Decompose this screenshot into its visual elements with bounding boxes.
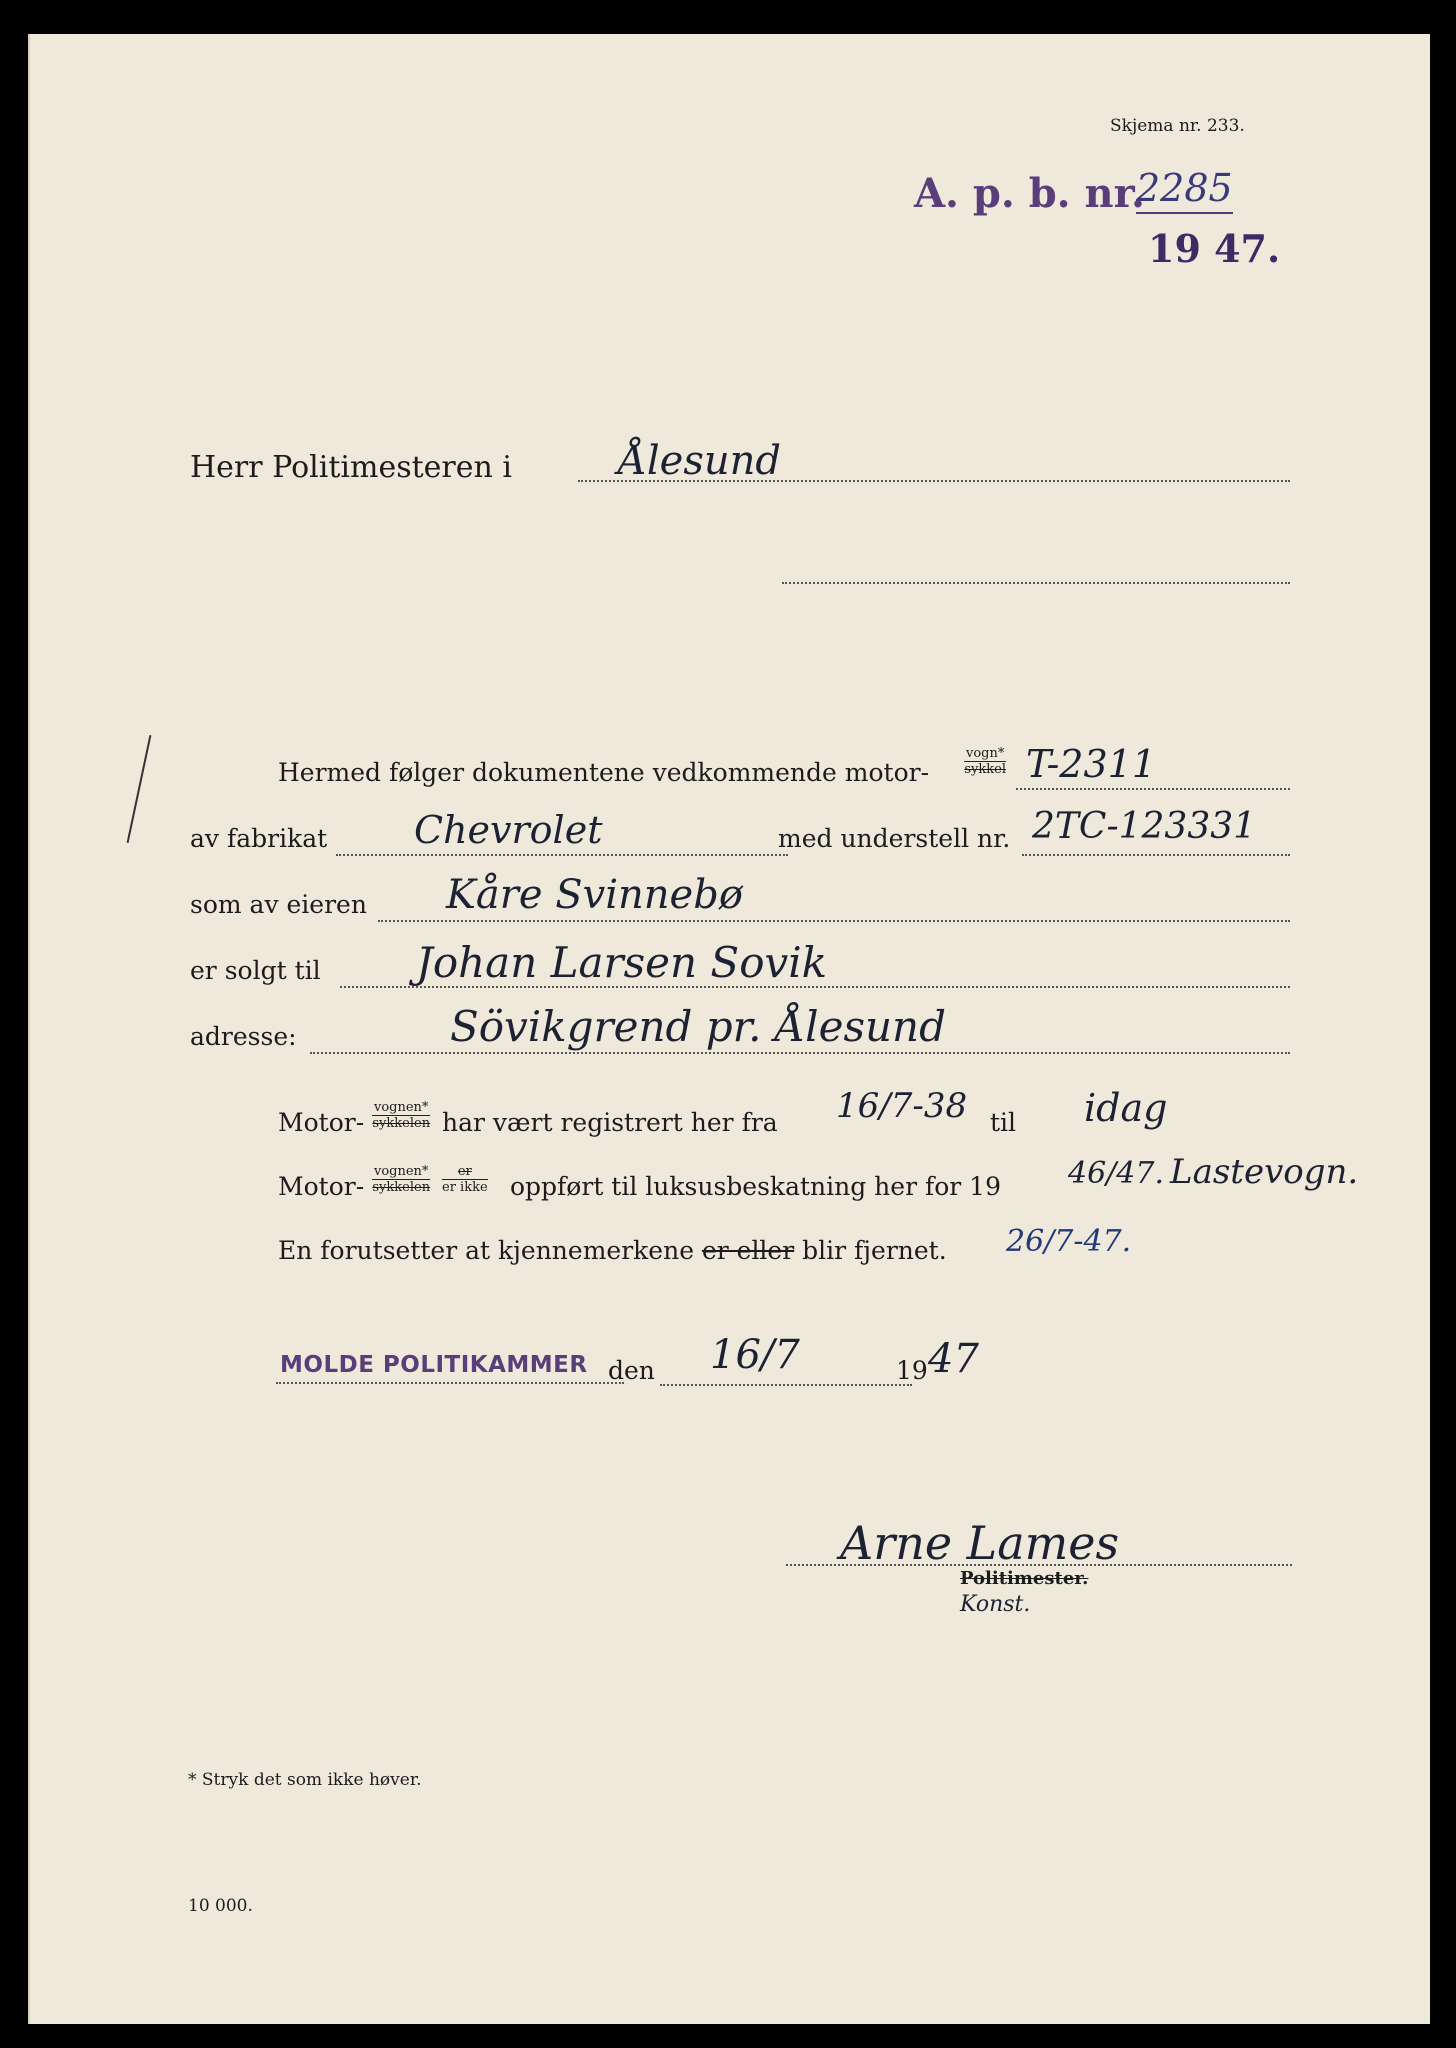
vognen-fraction: vognen* sykkelen [372,1100,431,1131]
signature-title-hand: Konst. [960,1592,1031,1617]
fabrikat-value: Chevrolet [414,808,603,852]
luksus-year: 46/47. [1068,1156,1164,1191]
registrert-text: har vært registrert her fra [442,1108,778,1137]
understell-label: med understell nr. [778,824,1011,853]
kjenne-after: blir fjernet. [802,1236,947,1265]
vognen-fraction-2: vognen* sykkelen [372,1164,431,1195]
vogn-fraction: vogn* sykkel [964,746,1006,777]
addressee-city: Ålesund [618,438,782,484]
registrert-to: idag [1084,1086,1168,1130]
intro-text: Hermed følger dokumentene vedkommende motor- [278,758,930,787]
solgt-label: er solgt til [190,956,321,985]
document-page [28,34,1430,2024]
year-suffix: 47 [928,1336,979,1382]
form-number: Skjema nr. 233. [1110,116,1245,136]
eier-label: som av eieren [190,890,367,919]
kjenne-date: 26/7-47. [1006,1224,1132,1259]
reg-number: T-2311 [1026,742,1156,786]
apb-year: 19 47. [1148,226,1281,271]
til-label: til [990,1108,1017,1137]
margin-mark [127,735,152,843]
understell-line [1022,854,1290,856]
fabrikat-label: av fabrikat [190,824,328,853]
police-stamp: MOLDE POLITIKAMMER [280,1352,588,1378]
stamp-line [276,1382,624,1384]
er-fraction: er er ikke [442,1164,488,1195]
footnote: * Stryk det som ikke høver. [188,1770,422,1790]
apb-number: 2285 [1136,166,1233,214]
eier-value: Kåre Svinnebø [446,872,743,918]
apb-stamp [914,170,1145,217]
kjenne-struck: er eller [701,1236,795,1265]
date-value: 16/7 [710,1332,800,1378]
kjenne-before: En forutsetter at kjennemerkene [278,1236,694,1265]
addressee-label: Herr Politimesteren i [190,450,512,485]
print-run: 10 000. [188,1896,253,1916]
apb-stamp-label: A. p. b. nr. [914,170,1145,217]
signature-title-printed: Politimester. [960,1568,1089,1589]
solgt-value: Johan Larsen Sovik [416,938,828,987]
year-prefix: 19 [896,1356,928,1385]
date-line [660,1384,912,1386]
luksus-text: oppført til luksusbeskatning her for 19 [510,1172,1001,1201]
registrert-prefix: Motor- [278,1108,365,1137]
understell-value: 2TC-123331 [1032,806,1257,847]
den-label: den [608,1356,655,1385]
addressee-line-2 [782,582,1290,584]
eier-line [378,920,1290,922]
luksus-note: Lastevogn. [1170,1152,1359,1192]
registrert-from: 16/7-38 [836,1086,968,1126]
adresse-value: Sövikgrend pr. Ålesund [450,1002,946,1051]
adresse-label: adresse: [190,1022,297,1051]
luksus-prefix: Motor- [278,1172,365,1201]
reg-line [1016,788,1290,790]
kjenne-text [278,1236,947,1265]
adresse-line [310,1052,1290,1054]
signature-name: Arne Lames [840,1516,1120,1570]
fabrikat-line [336,854,788,856]
